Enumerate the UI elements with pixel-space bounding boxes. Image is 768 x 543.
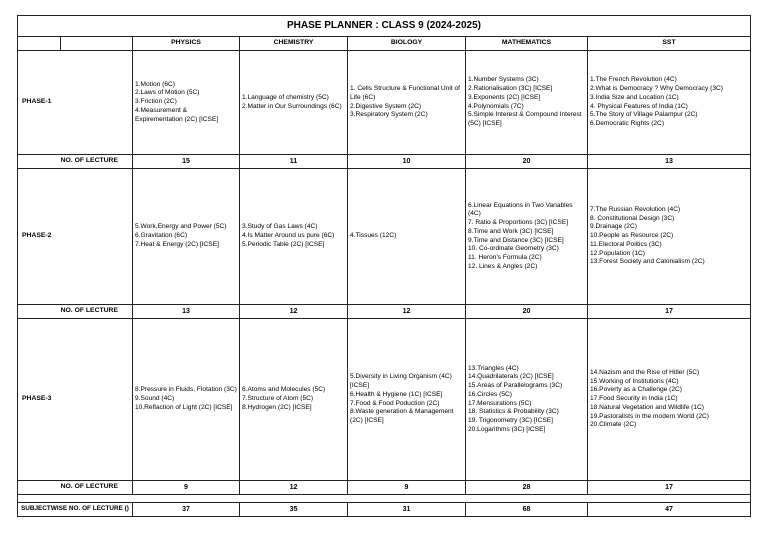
phase-planner-table	[17, 15, 751, 517]
topic-item: 10.People as Resource (2C)	[590, 232, 674, 240]
topic-item: 5.Work,Energy and Power (5C)	[135, 223, 227, 231]
topic-item: 2.Digestive System (2C)	[350, 102, 422, 110]
lecture-label: NO. OF LECTURE	[18, 481, 133, 495]
lecture-row	[18, 305, 751, 319]
header-mathematics: MATHEMATICS	[466, 37, 588, 51]
topic-item: 4. Physical Features of India (1C)	[590, 102, 688, 110]
lecture-count-biology: 9	[348, 481, 466, 495]
lecture-count-chemistry: 11	[240, 155, 348, 169]
topic-item: 4.Tissues (12C)	[350, 232, 397, 240]
topic-item: 5.Diversity in Living Organism (4C) [ICSE]	[350, 373, 452, 390]
topic-item: 11. Heron's Formula (2C)	[468, 253, 542, 261]
topic-item: 7.Food & Food Poduction (2C)	[350, 399, 440, 407]
topic-item: 5.The Story of Village Palampur (2C)	[590, 111, 698, 119]
lecture-count-physics: 15	[133, 155, 240, 169]
topic-item: 4.Polynomials (7C)	[468, 102, 524, 110]
topic-item: 9.Sound (4C)	[135, 395, 175, 403]
total-mathematics: 68	[466, 503, 588, 517]
topic-item: 16.Poverty as a Challenge (2C)	[590, 386, 682, 394]
topic-item: 6.Atoms and Molecules (5C)	[242, 386, 326, 394]
topic-item: 8.Time and Work (3C) [ICSE]	[468, 227, 554, 235]
total-row	[18, 503, 751, 517]
topic-item: 15.Areas of Parallelograms (3C)	[468, 382, 563, 390]
topic-item: 8. Constitutional Design (3C)	[590, 214, 675, 222]
topic-item: 1.Motion (6C)	[135, 80, 175, 88]
topic-item: 3.Respiratory System (2C)	[350, 111, 428, 119]
lecture-count-mathematics: 20	[466, 305, 588, 319]
topic-item: 6.Linear Equations in Two Variables (4C)	[468, 201, 573, 218]
topic-cell-physics	[133, 51, 240, 155]
topic-cell-sst	[588, 51, 751, 155]
topic-item: Expirementation (2C) [ICSE]	[135, 115, 219, 123]
phases-body	[18, 51, 751, 495]
topic-item: 8.Hydrogen (2C) [ICSE]	[242, 403, 312, 411]
topic-cell-chemistry	[240, 319, 348, 481]
topic-item: 1.Number Systems (3C)	[468, 76, 539, 84]
topic-item: 16.Circles (5C)	[468, 390, 512, 398]
topic-item: 12.Population (1C)	[590, 249, 645, 257]
topic-item: 13.Forest Society and Calonialism (2C)	[590, 258, 705, 266]
topic-item: 6.Democratic Rights (2C)	[590, 119, 665, 127]
topic-cell-biology	[348, 51, 466, 155]
phase-name: PHASE-1	[18, 51, 133, 155]
topic-item: 14.Quadrilaterals (2C) [ICSE]	[468, 373, 554, 381]
topic-item: 7.The Russian Revolution (4C)	[590, 206, 681, 214]
subject-header-row	[18, 37, 751, 51]
topic-cell-physics	[133, 169, 240, 305]
topic-cell-physics	[133, 319, 240, 481]
topic-item: 1. Cells Structure & Functional Unit of Life (6C)	[350, 85, 460, 101]
lecture-count-mathematics: 20	[466, 155, 588, 169]
topic-item: 10.Reflaction of Light (2C) [ICSE]	[135, 403, 233, 411]
topic-item: 20.Climate (2C)	[590, 421, 637, 429]
topic-cell-mathematics	[466, 169, 588, 305]
topic-item: 3.India Size and Location (1C)	[590, 93, 679, 101]
header-biology: BIOLOGY	[348, 37, 466, 51]
topic-item: 7.Heat & Energy (2C) [ICSE]	[135, 240, 219, 248]
lecture-label: NO. OF LECTURE	[18, 155, 133, 169]
topic-cell-mathematics	[466, 51, 588, 155]
topic-cell-sst	[588, 169, 751, 305]
topic-item: 17.Mensurations (5C)	[468, 399, 532, 407]
topic-item: 3.Friction (2C)	[135, 98, 177, 106]
topic-item: 18. Statistics & Probability (3C)	[468, 408, 559, 416]
lecture-count-sst: 17	[588, 305, 751, 319]
topic-item: 5.Periodic Table (2C) [ICSE]	[242, 240, 325, 248]
topic-item: 4.Is Matter Around us pure (6C)	[242, 232, 335, 240]
topic-item: 2.Matter in Our Surroundings (6C)	[242, 102, 342, 110]
lecture-count-biology: 12	[348, 305, 466, 319]
lecture-count-sst: 17	[588, 481, 751, 495]
lecture-row	[18, 481, 751, 495]
topic-item: 9.Time and Distance (3C) [ICSE]	[468, 236, 564, 244]
topic-item: 10. Co-ordinate Geometry (3C)	[468, 245, 559, 253]
topic-cell-biology	[348, 319, 466, 481]
spacer-row	[18, 495, 751, 503]
phase-row	[18, 169, 751, 305]
header-chemistry: CHEMISTRY	[240, 37, 348, 51]
total-biology: 31	[348, 503, 466, 517]
topic-item: 8.Waste generation & Management (2C) [ICSE]	[350, 408, 454, 424]
topic-item: 14.Nazism and the Rise of Hitler (5C)	[590, 369, 700, 377]
header-blank-cell	[61, 37, 133, 51]
total-chemistry: 35	[240, 503, 348, 517]
topic-item: 5.Simple Interest & Compound Interest (5C) [ICSE]	[468, 111, 582, 127]
topic-item: 18.Natural Vegetation and Wildlife (1C)	[590, 403, 704, 411]
lecture-count-biology: 10	[348, 155, 466, 169]
phase-row	[18, 319, 751, 481]
title-row	[18, 16, 751, 37]
total-label: SUBJECTWISE NO. OF LECTURE ()	[18, 503, 133, 517]
topic-item: 20.Logarithms (3C) [ICSE]	[468, 425, 546, 433]
topic-item: 11.Electoral Politics (3C)	[590, 240, 662, 248]
header-blank-cell	[18, 37, 61, 51]
lecture-row	[18, 155, 751, 169]
lecture-count-physics: 13	[133, 305, 240, 319]
lecture-count-chemistry: 12	[240, 481, 348, 495]
topic-item: 8.Pressure in Fluids, Flotation (3C)	[135, 386, 237, 394]
topic-item: 12. Lines & Angles (2C)	[468, 262, 538, 270]
topic-item: 13.Triangles (4C)	[468, 364, 519, 372]
topic-item: 19.Pastoralists in the modern World (2C)	[590, 412, 709, 420]
topic-cell-biology	[348, 169, 466, 305]
topic-item: 1.Language of chemistry (5C)	[242, 93, 329, 101]
lecture-count-chemistry: 12	[240, 305, 348, 319]
topic-item: 4.Measurement &	[135, 106, 188, 114]
topic-cell-chemistry	[240, 51, 348, 155]
topic-item: 2.Laws of Motion (5C)	[135, 89, 200, 97]
page-title: PHASE PLANNER : CLASS 9 (2024-2025)	[18, 16, 751, 37]
topic-item: 7.Structure of Atom (5C)	[242, 395, 314, 403]
topic-item: 3.Exponents (2C) [ICSE]	[468, 93, 541, 101]
topic-cell-mathematics	[466, 319, 588, 481]
phase-name: PHASE-3	[18, 319, 133, 481]
total-physics: 37	[133, 503, 240, 517]
phase-name: PHASE-2	[18, 169, 133, 305]
topic-item: 3.Study of Gas Laws (4C)	[242, 223, 318, 231]
topic-item: 9.Drainage (2C)	[590, 223, 637, 231]
lecture-count-mathematics: 28	[466, 481, 588, 495]
topic-item: 17.Food Security in India (1C)	[590, 395, 678, 403]
lecture-label: NO. OF LECTURE	[18, 305, 133, 319]
topic-item: 6.Gravitation (6C)	[135, 232, 188, 240]
topic-cell-sst	[588, 319, 751, 481]
topic-cell-chemistry	[240, 169, 348, 305]
topic-item: 15.Working of Institutions (4C)	[590, 377, 679, 385]
phase-planner-sheet	[17, 15, 750, 517]
lecture-count-sst: 13	[588, 155, 751, 169]
spacer-cell	[18, 495, 751, 503]
total-sst: 47	[588, 503, 751, 517]
lecture-count-physics: 9	[133, 481, 240, 495]
topic-item: 2.What is Democracy ? Why Democracy (3C)	[590, 85, 724, 93]
topic-item: 2.Rationalisation (3C) [ICSE]	[468, 85, 553, 93]
topic-item: 7. Ratio & Proportions (3C) [ICSE]	[468, 219, 569, 227]
topic-item: 19. Trigonometry (3C) [ICSE]	[468, 416, 554, 424]
phase-row	[18, 51, 751, 155]
header-sst: SST	[588, 37, 751, 51]
header-physics: PHYSICS	[133, 37, 240, 51]
topic-item: 1.The French Revolution (4C)	[590, 76, 677, 84]
topic-item: 6.Health & Hygiene (1C) [ICSE]	[350, 390, 443, 398]
